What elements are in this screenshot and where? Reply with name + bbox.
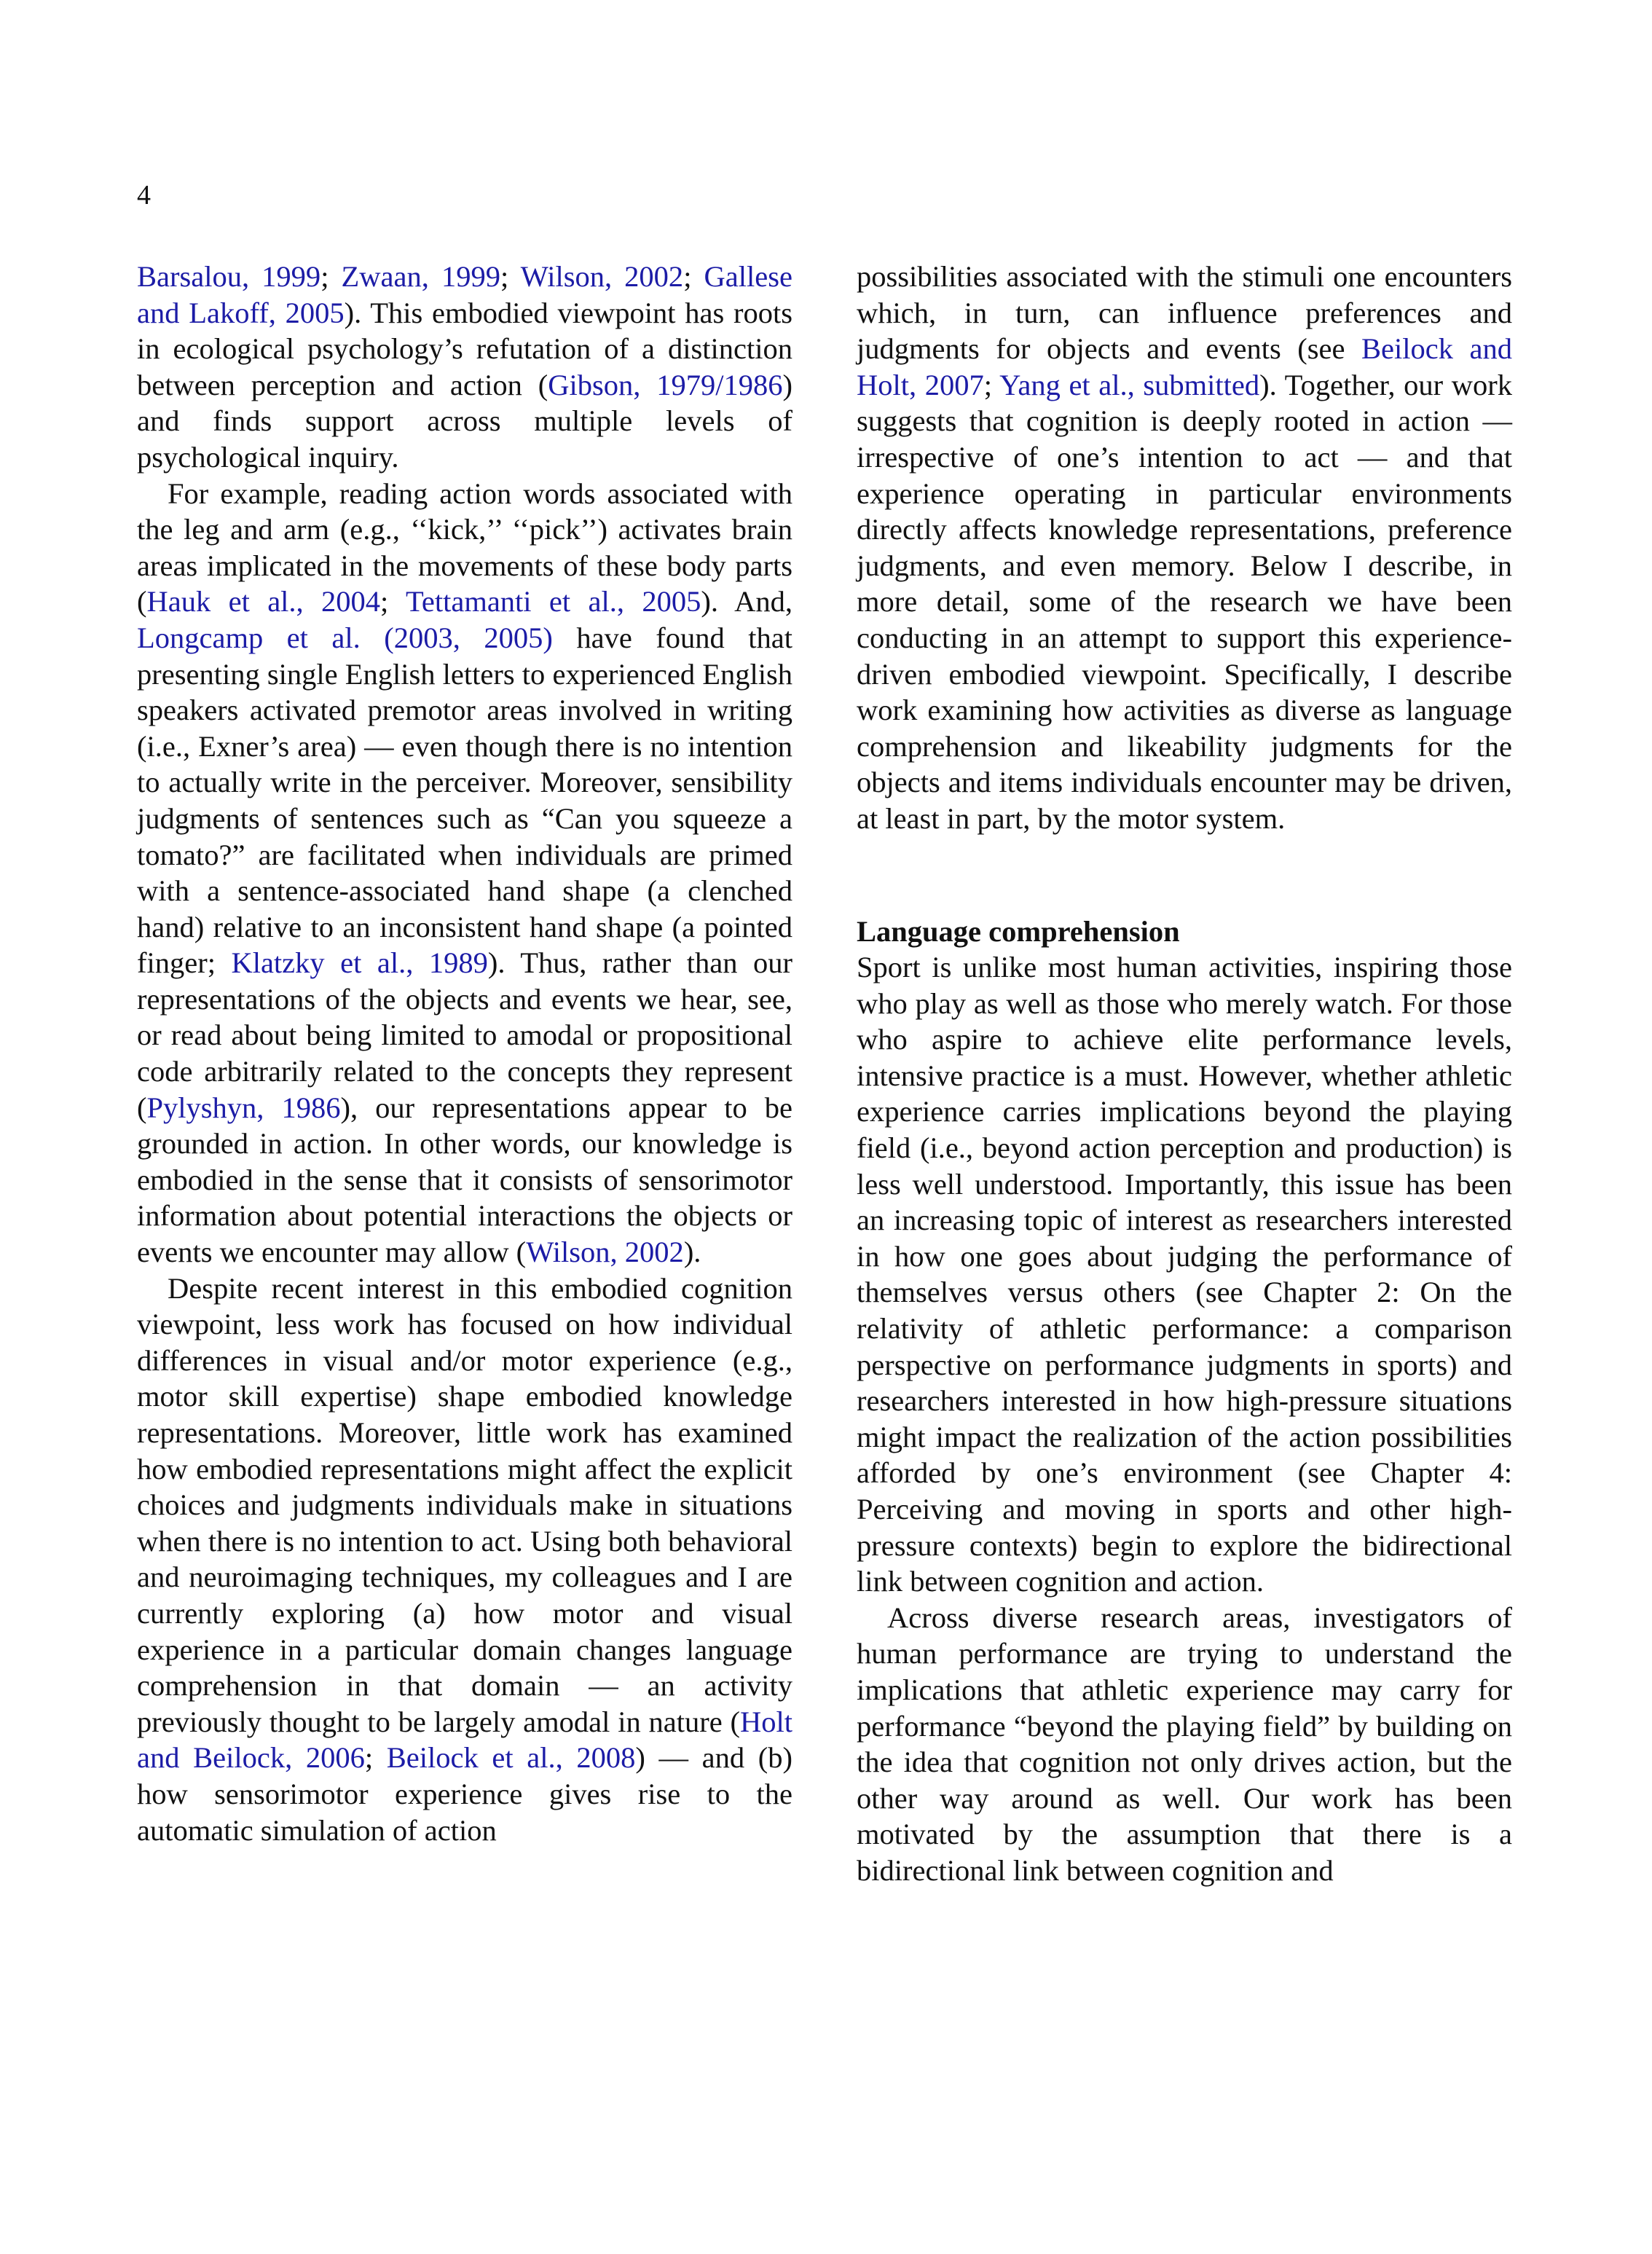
body-text: ) — and (b) how sensorimotor experience gives rise to the automatic simulation of action [137,1741,792,1847]
citation-link[interactable]: Klatzky et al., 1989 [231,946,488,980]
body-text: ). This embodied viewpoint has roots in ecological psychology’s refutation of a distinction between perception and action ( [137,296,792,401]
citation-link[interactable]: Yang et al., submitted [999,368,1260,401]
citation-link[interactable]: Zwaan, 1999 [341,260,500,293]
left-column [137,259,792,1848]
body-text: ; [983,368,1000,401]
paragraph-possibilities [857,259,1512,837]
body-text: ). Together, our work suggests that cognition is deeply rooted in action — irrespective of one’s intention to act — and that experience operating in particular environments directly affects knowledge representations, preference judgments, and even memory. Below I describe, in more detail, some of the research we have been conducting in an attempt to support this experience-driven embodied viewpoint. Specifically, I describe work examining how activities as diverse as language comprehension and likeability judgments for the objects and items individuals encounter may be driven, at least in part, by the motor system. [857,368,1513,835]
body-text: ; [320,260,342,293]
citation-link[interactable]: Tettamanti et al., 2005 [405,585,701,619]
body-text: ; [364,1741,387,1775]
citation-link[interactable]: Wilson, 2002 [526,1236,684,1269]
citation-link[interactable]: Holt and Beilock, 2006 [137,1705,792,1775]
citation-link[interactable]: Gallese and Lakoff, 2005 [137,260,792,329]
body-text: ; [683,260,704,293]
section-heading: Language comprehension [857,914,1180,948]
body-text: ; [500,260,521,293]
citation-link[interactable]: Longcamp et al. (2003, 2005) [137,621,553,654]
body-text: ). Thus, rather than our representations of the objects and events we hear, see, or read about being limited to amodal or propositional code arbitrarily related to the concepts they represent ( [137,946,792,1124]
paragraph-intro-continued [137,259,792,476]
citation-link[interactable]: Hauk et al., 2004 [146,585,381,619]
body-text: For example, reading action words associated with the leg and arm (e.g., ‘‘kick,’’ ‘‘pick’’) activates brain areas implicated in the movements of these body parts ( [137,476,792,619]
paragraph-research-areas: Across diverse research areas, investigators of human performance are trying to understand the implications that athletic experience may carry for performance “beyond the playing field” by building on the idea that cognition not only drives action, but the other way around as well. Our work has been motivated by the assumption that there is a bidirectional link between cognition and [857,1601,1512,1887]
citation-link[interactable]: Beilock et al., 2008 [386,1741,636,1775]
paragraph-sport: Sport is unlike most human activities, inspiring those who play as well as those who merely watch. For those who aspire to achieve elite performance levels, intensive practice is a must. However, whether athletic experience carries implications beyond the playing field (i.e., beyond action perception and production) is less well understood. Importantly, this issue has been an increasing topic of interest as researchers interested in how one goes about judging the performance of themselves versus others (see Chapter 2: On the relativity of athletic performance: a comparison perspective on performance judgments in sports) and researchers interested in how high-pressure situations might impact the realization of the action possibilities afforded by one’s environment (see Chapter 4: Perceiving and moving in sports and other high-pressure contexts) begin to explore the bidirectional link between cognition and action. [857,951,1512,1598]
citation-link[interactable]: Barsalou, 1999 [137,260,321,293]
page-number: 4 [137,180,151,211]
citation-link[interactable]: Gibson, 1979/1986 [548,368,783,401]
paragraph-action-words [137,476,792,1271]
citation-link[interactable]: Wilson, 2002 [520,260,684,293]
citation-link[interactable]: Pylyshyn, 1986 [146,1091,341,1124]
citation-link[interactable]: Beilock and Holt, 2007 [857,332,1512,401]
body-text: ; [380,585,406,619]
right-column [857,259,1512,1889]
body-text: have found that presenting single English letters to experienced English speakers activated premotor areas involved in writing (i.e., Exner’s area) — even though there is no intention to actually write in the perceiver. Moreover, sensibility judgments of sentences such as “Can you squeeze a tomato?” are facilitated when individuals are primed with a sentence-associated hand shape (a clenched hand) relative to an inconsistent hand shape (a pointed finger; [137,621,793,980]
body-text: ). [683,1236,701,1269]
body-text: ) and finds support across multiple levels of psychological inquiry. [137,368,793,474]
body-text: possibilities associated with the stimuli one encounters which, in turn, can influence preferences and judgments for objects and events (see [857,260,1512,366]
body-text: Despite recent interest in this embodied cognition viewpoint, less work has focused on how individual differences in visual and/or motor experience (e.g., motor skill expertise) shape embodied knowledge representations. Moreover, little work has examined how embodied representations might affect the explicit choices and judgments individuals make in situations when there is no intention to act. Using both behavioral and neuroimaging techniques, my colleagues and I are currently exploring (a) how motor and visual experience in a particular domain changes language comprehension in that domain — an activity previously thought to be largely amodal in nature ( [137,1271,792,1738]
paragraph-embodied-cognition [137,1271,792,1849]
body-text: ), our representations appear to be grounded in action. In other words, our knowledge is embodied in the sense that it consists of sensorimotor information about potential interactions the objects or events we encounter may allow ( [137,1091,792,1269]
body-text: ). And, [701,585,792,619]
